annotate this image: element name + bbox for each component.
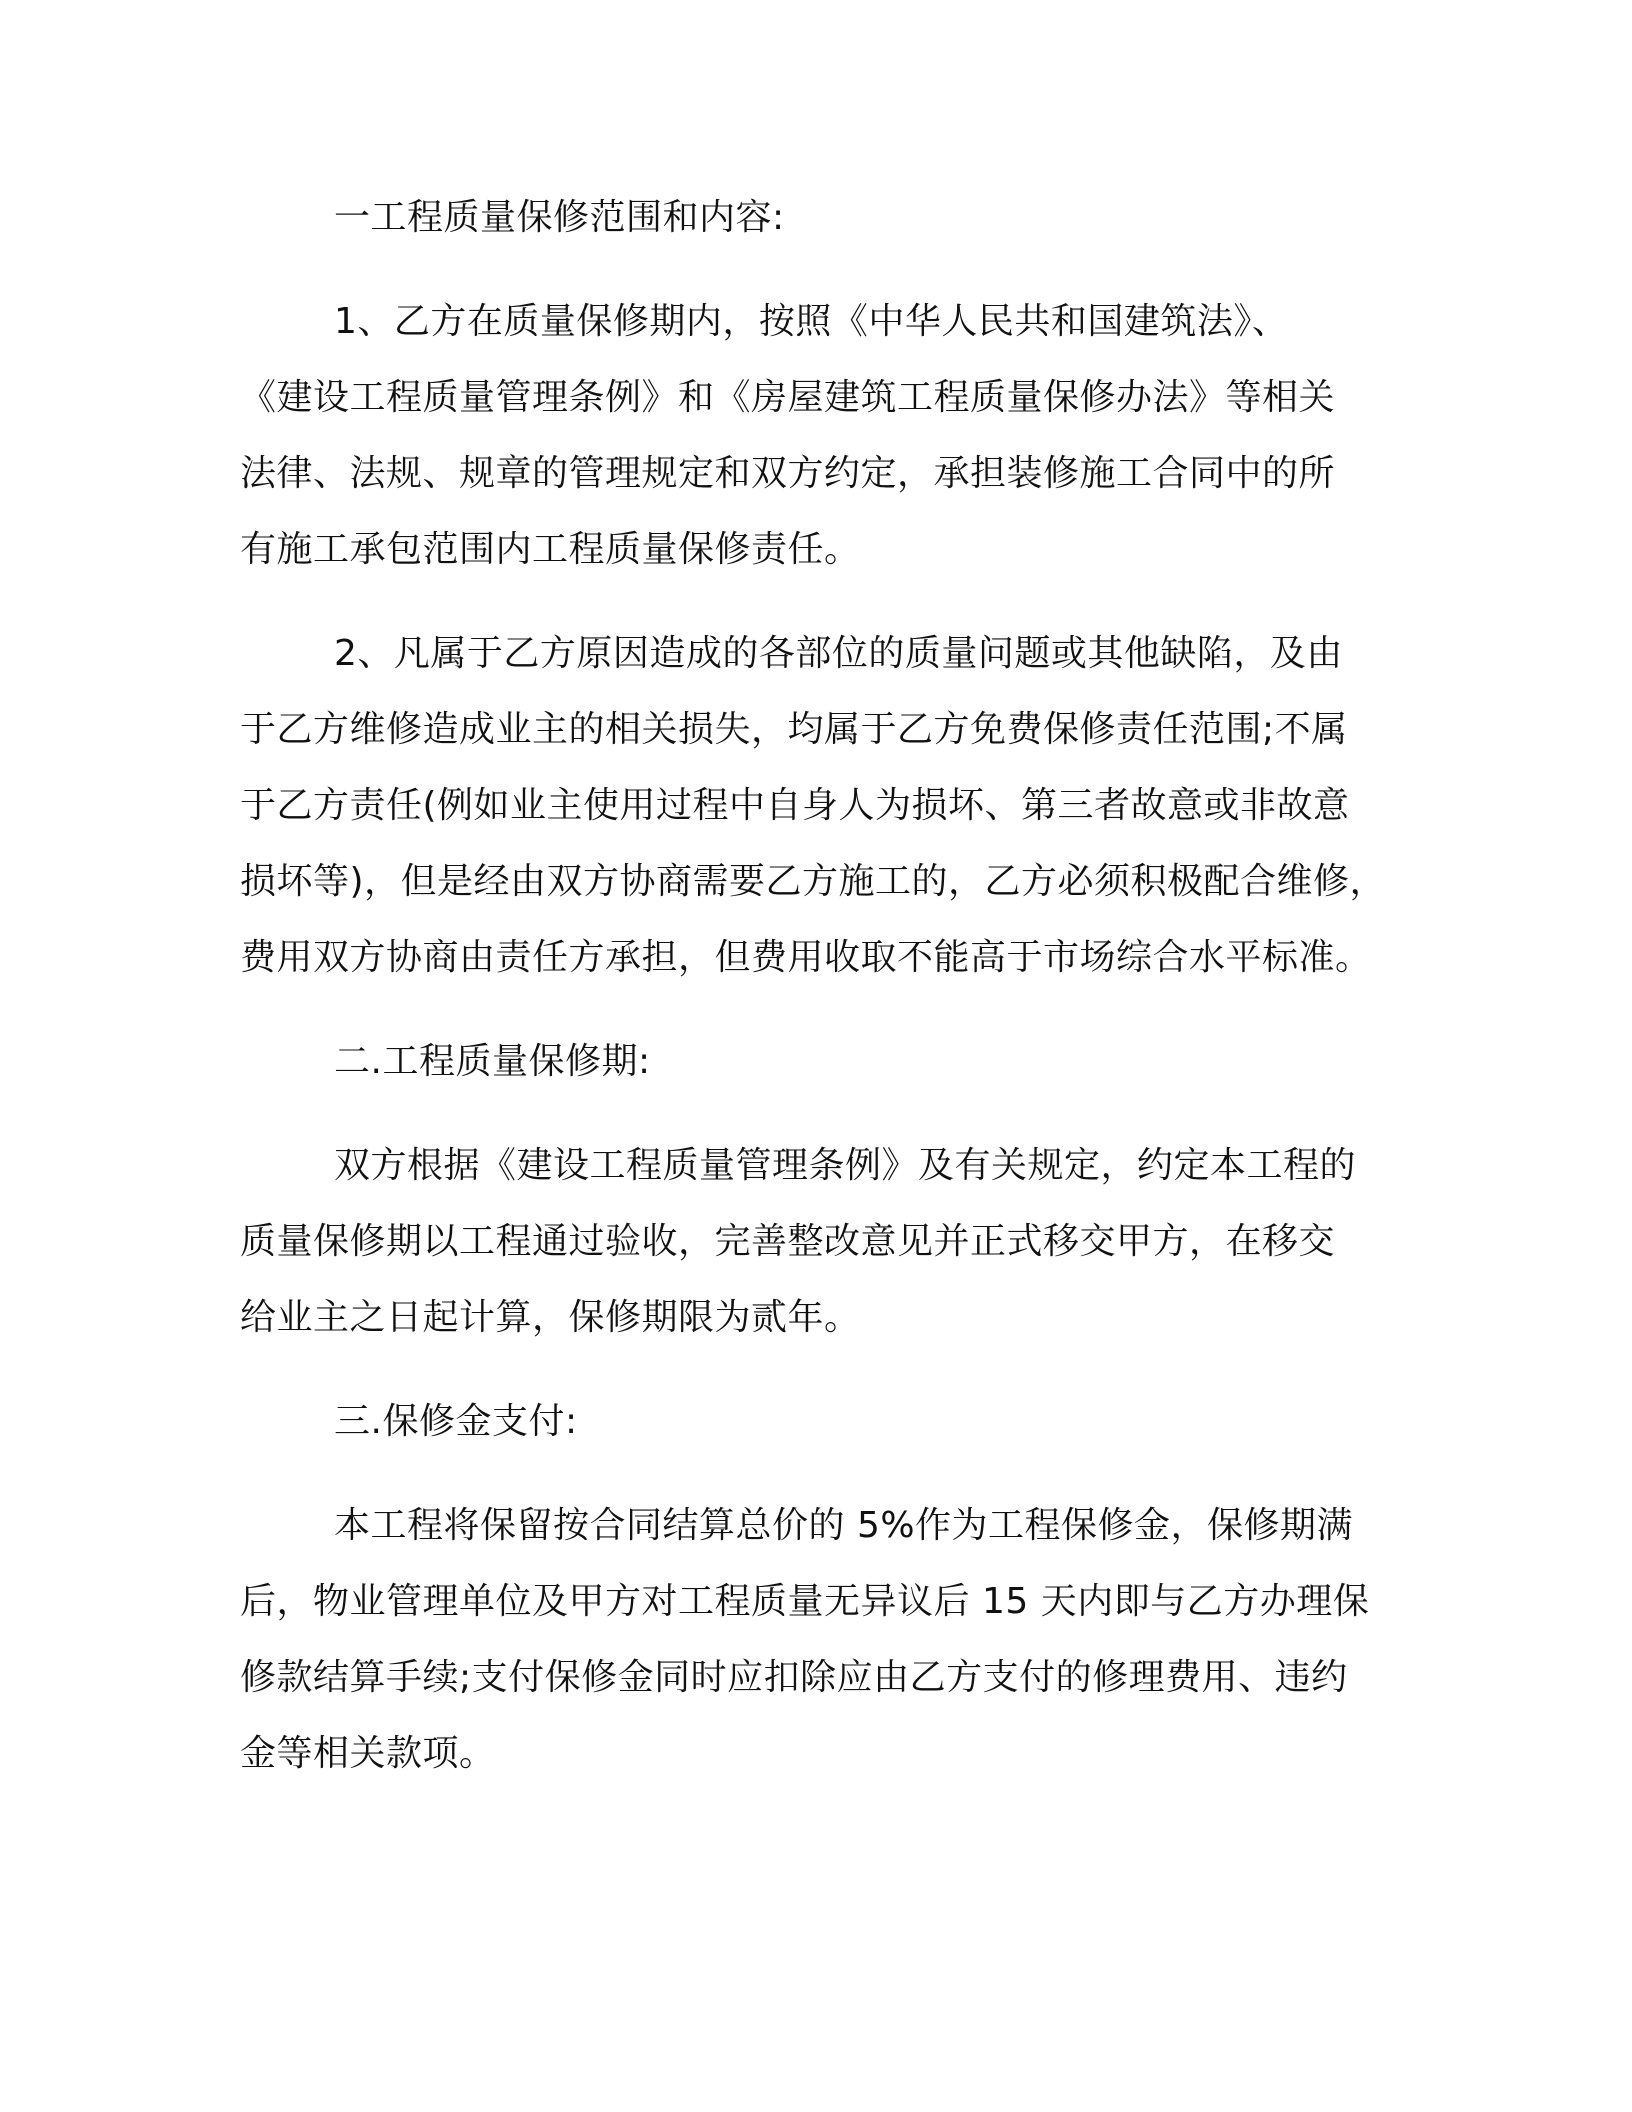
paragraph-line: 费用双方协商由责任方承担，但费用收取不能高于市场综合水平标准。 [240, 937, 1372, 978]
paragraph-line: 于乙方责任(例如业主使用过程中自身人为损坏、第三者故意或非故意 [240, 785, 1350, 826]
paragraph-line: 质量保修期以工程通过验收，完善整改意见并正式移交甲方，在移交 [240, 1221, 1336, 1262]
paragraph-line: 本工程将保留按合同结算总价的 5%作为工程保修金，保修期满 [334, 1505, 1354, 1546]
paragraph-line: 给业主之日起计算，保修期限为贰年。 [240, 1297, 861, 1338]
paragraph-line: 法律、法规、规章的管理规定和双方约定，承担装修施工合同中的所 [240, 453, 1336, 494]
paragraph-line: 《建设工程质量管理条例》和《房屋建筑工程质量保修办法》等相关 [240, 377, 1336, 418]
paragraph-line: 2、凡属于乙方原因造成的各部位的质量问题或其他缺陷，及由 [334, 633, 1343, 674]
paragraph-line: 后，物业管理单位及甲方对工程质量无异议后 15 天内即与乙方办理保 [240, 1581, 1370, 1622]
paragraph-line: 有施工承包范围内工程质量保修责任。 [240, 529, 861, 570]
paragraph-line: 双方根据《建设工程质量管理条例》及有关规定，约定本工程的 [334, 1145, 1357, 1186]
paragraph-line: 修款结算手续;支付保修金同时应扣除应由乙方支付的修理费用、违约 [240, 1657, 1348, 1698]
paragraph-line: 损坏等)，但是经由双方协商需要乙方施工的，乙方必须积极配合维修， [240, 861, 1387, 902]
section-2-heading: 二.工程质量保修期: [334, 1041, 651, 1082]
section-3-heading: 三.保修金支付: [334, 1401, 578, 1442]
paragraph-line: 金等相关款项。 [240, 1733, 496, 1774]
paragraph-line: 于乙方维修造成业主的相关损失，均属于乙方免费保修责任范围;不属 [240, 709, 1348, 750]
section-1-heading: 一工程质量保修范围和内容: [334, 197, 785, 238]
paragraph-line: 1、乙方在质量保修期内，按照《中华人民共和国建筑法》、 [334, 301, 1289, 342]
